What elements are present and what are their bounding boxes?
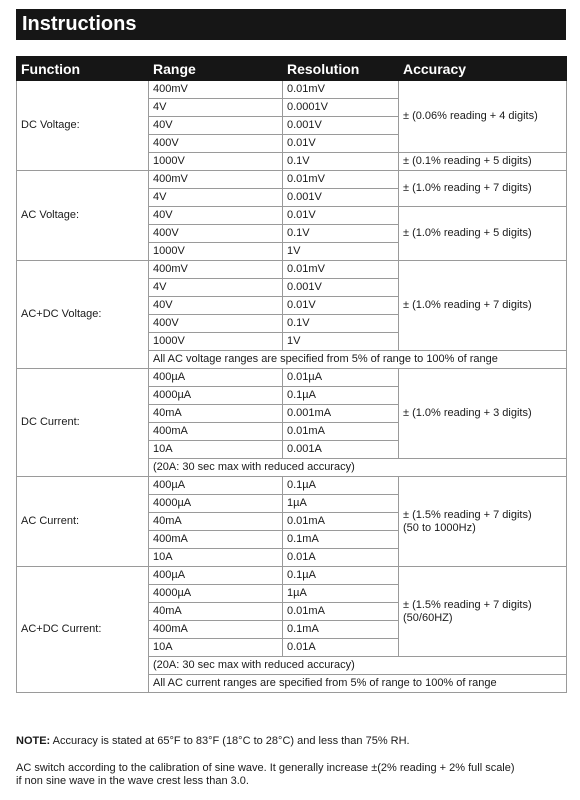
table-row [17,567,567,585]
accuracy-cell [399,171,567,207]
range-cell: 40V [149,207,283,225]
specifications-table [16,56,567,693]
range-cell: 40mA [149,405,283,423]
accuracy-line: ± (1.5% reading + 7 digits) [403,598,532,611]
resolution-cell: 0.01V [283,135,399,153]
resolution-cell: 0.1µA [283,477,399,495]
function-cell: DC Current: [17,369,149,477]
range-cell: 400mV [149,81,283,99]
range-cell: 400µA [149,477,283,495]
accuracy-line: (50/60HZ) [403,611,453,624]
resolution-cell: 0.01mV [283,261,399,279]
resolution-cell: 0.01µA [283,369,399,387]
range-cell: 400mA [149,531,283,549]
resolution-cell: 0.1mA [283,621,399,639]
note-text: Accuracy is stated at 65°F to 83°F (18°C to 28°C) and less than 75% RH. [50,735,410,747]
header-range: Range [149,57,283,81]
range-cell: 400µA [149,567,283,585]
accuracy-line: ± (1.5% reading + 7 digits) [403,508,532,521]
resolution-cell: 0.01V [283,297,399,315]
resolution-cell: 1µA [283,585,399,603]
note-label: NOTE: [16,735,51,747]
function-cell: AC+DC Voltage: [17,261,149,369]
accuracy-line: ± (0.06% reading + 4 digits) [403,110,538,122]
accuracy-cell [399,369,567,459]
resolution-cell: 0.001A [283,441,399,459]
header-accuracy: Accuracy [399,57,567,81]
range-cell: 4000µA [149,387,283,405]
accuracy-note [16,735,568,748]
accuracy-line: (50 to 1000Hz) [403,521,476,534]
range-cell: 400mA [149,423,283,441]
range-cell: 4V [149,189,283,207]
range-cell: 40mA [149,603,283,621]
resolution-cell: 0.1V [283,225,399,243]
resolution-cell: 0.001V [283,117,399,135]
resolution-cell: 0.01mA [283,603,399,621]
range-cell: 400V [149,135,283,153]
resolution-cell: 0.1µA [283,387,399,405]
range-cell: 10A [149,639,283,657]
range-cell: 4000µA [149,585,283,603]
table-row [17,369,567,387]
resolution-cell: 0.01mV [283,171,399,189]
resolution-cell: 0.1µA [283,567,399,585]
range-note-cell: All AC current ranges are specified from 5% of range to 100% of range [149,675,567,693]
resolution-cell: 0.001mA [283,405,399,423]
table-header-row [17,57,567,81]
range-cell: 40mA [149,513,283,531]
function-cell: AC+DC Current: [17,567,149,693]
header-function: Function [17,57,149,81]
range-cell: 4V [149,99,283,117]
accuracy-cell [399,477,567,567]
range-cell: 10A [149,549,283,567]
range-cell: 4V [149,279,283,297]
range-cell: 40V [149,297,283,315]
table-row [17,261,567,279]
function-cell: AC Current: [17,477,149,567]
range-cell: 1000V [149,243,283,261]
range-cell: 400mV [149,261,283,279]
accuracy-line: ± (1.0% reading + 7 digits) [403,299,532,311]
resolution-cell: 0.01mA [283,513,399,531]
page-title: Instructions [16,9,566,40]
range-cell: 400µA [149,369,283,387]
footer-line: if non sine wave in the wave crest less than 3.0. [16,775,249,787]
table-row [17,171,567,189]
range-cell: 4000µA [149,495,283,513]
footer-paragraph [16,762,568,788]
range-note-cell: (20A: 30 sec max with reduced accuracy) [149,459,567,477]
range-cell: 400V [149,315,283,333]
range-cell: 400mV [149,171,283,189]
resolution-cell: 0.1V [283,153,399,171]
resolution-cell: 0.1V [283,315,399,333]
header-resolution: Resolution [283,57,399,81]
table-body [17,81,567,693]
range-note-cell: (20A: 30 sec max with reduced accuracy) [149,657,567,675]
resolution-cell: 1µA [283,495,399,513]
accuracy-line: ± (1.0% reading + 5 digits) [403,227,532,239]
resolution-cell: 0.001V [283,189,399,207]
accuracy-cell [399,153,567,171]
function-cell: AC Voltage: [17,171,149,261]
range-cell: 1000V [149,153,283,171]
function-cell: DC Voltage: [17,81,149,171]
range-cell: 1000V [149,333,283,351]
range-cell: 400V [149,225,283,243]
resolution-cell: 0.01V [283,207,399,225]
accuracy-cell [399,81,567,153]
accuracy-line: ± (1.0% reading + 3 digits) [403,407,532,419]
resolution-cell: 0.01mV [283,81,399,99]
resolution-cell: 0.01A [283,549,399,567]
table-row [17,477,567,495]
range-cell: 400mA [149,621,283,639]
resolution-cell: 0.01mA [283,423,399,441]
resolution-cell: 1V [283,243,399,261]
accuracy-cell [399,261,567,351]
range-cell: 40V [149,117,283,135]
range-cell: 10A [149,441,283,459]
accuracy-line: ± (0.1% reading + 5 digits) [403,155,532,167]
resolution-cell: 0.0001V [283,99,399,117]
accuracy-cell [399,567,567,657]
resolution-cell: 0.1mA [283,531,399,549]
resolution-cell: 1V [283,333,399,351]
accuracy-line: ± (1.0% reading + 7 digits) [403,182,532,194]
resolution-cell: 0.01A [283,639,399,657]
accuracy-cell [399,207,567,261]
range-note-cell: All AC voltage ranges are specified from 5% of range to 100% of range [149,351,567,369]
resolution-cell: 0.001V [283,279,399,297]
footer-line: AC switch according to the calibration of sine wave. It generally increase ±(2% reading + 2% full scale) [16,762,515,774]
table-row [17,81,567,99]
